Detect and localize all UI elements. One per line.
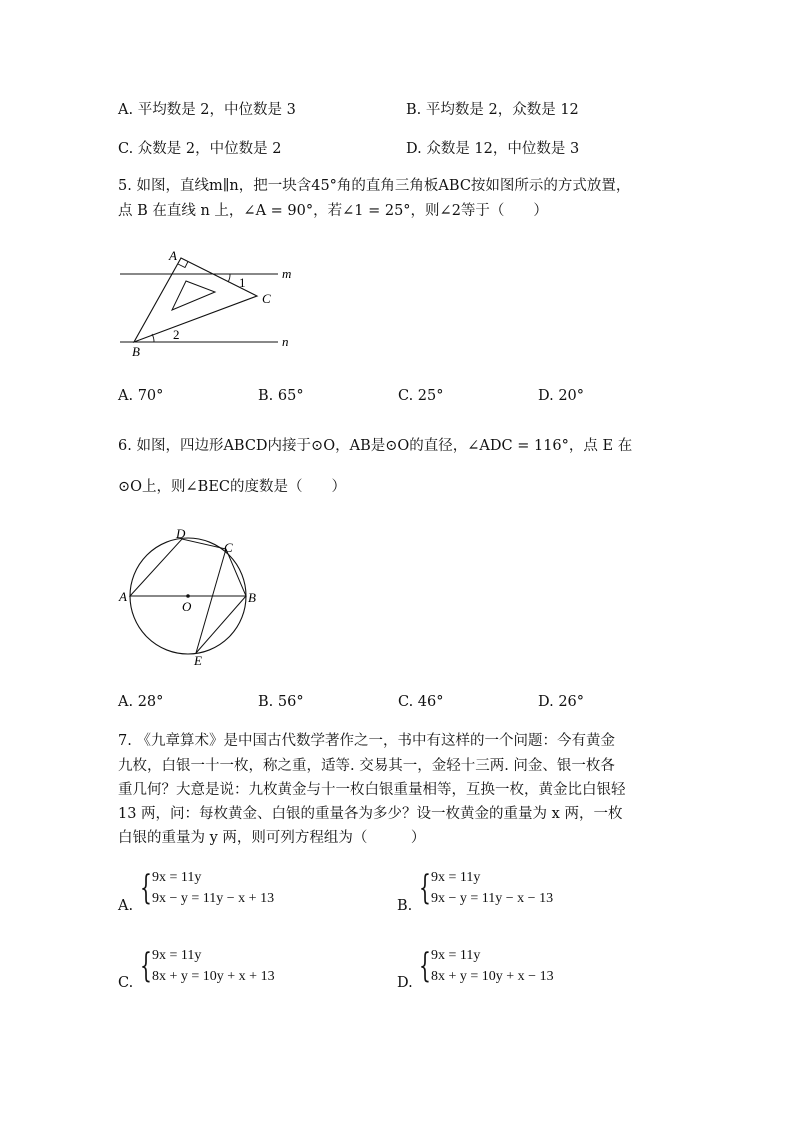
center-dot — [186, 594, 190, 598]
q7-option-c-eq2: 8x + y = 10y + x + 13 — [152, 969, 275, 984]
label-d: D — [176, 526, 186, 541]
q7-stem-line1: 7. 《九章算术》是中国古代数学著作之一，书中有这样的一个问题：今有黄金 — [118, 733, 615, 749]
q4-option-c: C. 众数是 2，中位数是 2 — [118, 141, 282, 157]
q7-option-a-eq1: 9x = 11y — [152, 870, 202, 885]
triangle-hole — [172, 281, 215, 310]
q5-option-d: D. 20° — [538, 388, 585, 404]
label-e: E — [194, 653, 202, 668]
brace-icon: { — [140, 868, 152, 908]
q7-option-b-eq2: 9x − y = 11y − x − 13 — [431, 891, 554, 906]
q4-option-a: A. 平均数是 2，中位数是 3 — [118, 102, 296, 118]
q7-option-a-letter: A. — [118, 898, 134, 914]
q7-option-b-eq1: 9x = 11y — [431, 870, 481, 885]
q5-stem-line1: 5. 如图，直线m∥n，把一块含45°角的直角三角板ABC按如图所示的方式放置， — [118, 178, 631, 194]
segment-ce — [196, 549, 226, 653]
q7-option-d-eq2: 8x + y = 10y + x − 13 — [431, 969, 554, 984]
q7-option-c-letter: C. — [118, 975, 134, 991]
label-a: A — [119, 589, 127, 604]
q6-stem-line1: 6. 如图，四边形ABCD内接于⊙O，AB是⊙O的直径，∠ADC = 116°，点 E 在 — [118, 438, 633, 454]
q5-option-c: C. 25° — [398, 388, 444, 404]
q6-option-d: D. 26° — [538, 694, 585, 710]
label-n: n — [282, 334, 289, 349]
brace-icon: { — [419, 946, 431, 986]
q7-option-d-eq1: 9x = 11y — [431, 948, 481, 963]
q7-stem-line2: 九枚，白银一十一枚，称之重，适等. 交易其一，金轻十三两. 问金、银一枚各 — [118, 758, 615, 774]
q7-stem-line4: 13 两，问：每枚黄金、白银的重量各为多少？设一枚黄金的重量为 x 两，一枚 — [118, 806, 623, 822]
q7-option-a-eq2: 9x − y = 11y − x + 13 — [152, 891, 275, 906]
q6-stem-line2: ⊙O上，则∠BEC的度数是（ ） — [118, 479, 347, 495]
label-2: 2 — [173, 327, 180, 342]
label-a: A — [169, 248, 177, 263]
brace-icon: { — [140, 946, 152, 986]
q7-option-b-letter: B. — [397, 898, 413, 914]
q6-option-b: B. 56° — [258, 694, 304, 710]
q7-option-d-letter: D. — [397, 975, 413, 991]
q6-option-a: A. 28° — [118, 694, 164, 710]
label-c: C — [224, 540, 233, 555]
q5-option-b: B. 65° — [258, 388, 304, 404]
label-b: B — [132, 344, 140, 359]
label-o: O — [182, 599, 192, 614]
q7-option-c-eq1: 9x = 11y — [152, 948, 202, 963]
q6-figure — [110, 522, 270, 672]
label-1: 1 — [239, 275, 246, 290]
q4-option-b: B. 平均数是 2，众数是 12 — [406, 102, 579, 118]
q5-option-a: A. 70° — [118, 388, 164, 404]
q5-stem-line2: 点 B 在直线 n 上，∠A = 90°，若∠1 = 25°，则∠2等于（ ） — [118, 203, 548, 219]
q4-option-d: D. 众数是 12，中位数是 3 — [406, 141, 580, 157]
q6-option-c: C. 46° — [398, 694, 444, 710]
q7-stem-line3: 重几何？大意是说：九枚黄金与十一枚白银重量相等，互换一枚，黄金比白银轻 — [118, 782, 626, 798]
label-m: m — [282, 266, 292, 281]
q7-stem-line5: 白银的重量为 y 两，则可列方程组为（ ） — [118, 830, 426, 846]
right-angle-mark — [178, 262, 188, 268]
angle-1-arc — [228, 274, 230, 282]
brace-icon: { — [419, 868, 431, 908]
q5-figure — [112, 244, 312, 360]
label-c: C — [262, 291, 271, 306]
label-b: B — [248, 590, 256, 605]
